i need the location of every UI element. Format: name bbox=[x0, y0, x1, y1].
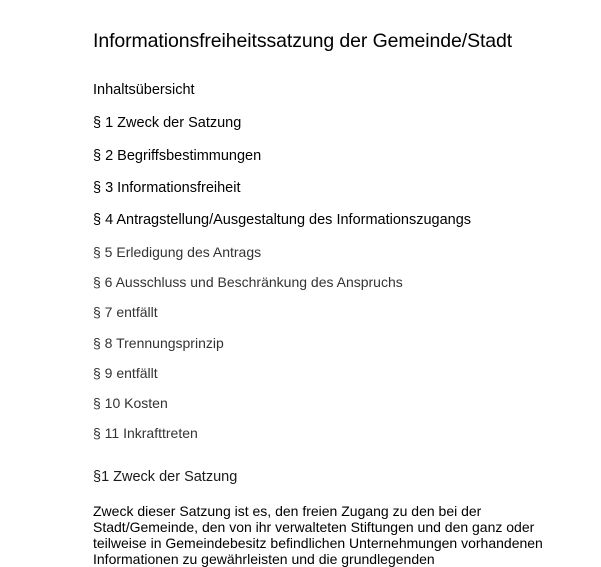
toc-item-3[interactable]: § 3 Informationsfreiheit bbox=[93, 180, 241, 196]
toc-item-1[interactable]: § 1 Zweck der Satzung bbox=[93, 115, 242, 131]
toc-item-6[interactable]: § 6 Ausschluss und Beschränkung des Anspruchs bbox=[93, 274, 403, 290]
section-body-text: Zweck dieser Satzung ist es, den freien Zugang zu den bei der Stadt/Gemeinde, den von ihr verwalteten Stiftungen und den ganz oder teilweise in Gemeindebesitz befindlichen Unternehmungen vorhandenen Informationen zu gewährleisten und die grundlegenden bbox=[93, 503, 543, 567]
toc-item-10[interactable]: § 10 Kosten bbox=[93, 395, 168, 411]
toc-heading: Inhaltsübersicht bbox=[93, 82, 195, 98]
toc-item-4[interactable]: § 4 Antragstellung/Ausgestaltung des Informationszugangs bbox=[93, 212, 472, 228]
document-title: Informationsfreiheitssatzung der Gemeinde/Stadt bbox=[93, 30, 513, 52]
toc-item-9[interactable]: § 9 entfällt bbox=[93, 365, 158, 381]
toc-item-7[interactable]: § 7 entfällt bbox=[93, 304, 158, 320]
toc-item-5[interactable]: § 5 Erledigung des Antrags bbox=[93, 244, 262, 260]
toc-item-2[interactable]: § 2 Begriffsbestimmungen bbox=[93, 148, 262, 164]
toc-item-8[interactable]: § 8 Trennungsprinzip bbox=[93, 335, 224, 351]
toc-item-11[interactable]: § 11 Inkrafttreten bbox=[93, 425, 198, 441]
section-heading: §1 Zweck der Satzung bbox=[93, 469, 238, 485]
